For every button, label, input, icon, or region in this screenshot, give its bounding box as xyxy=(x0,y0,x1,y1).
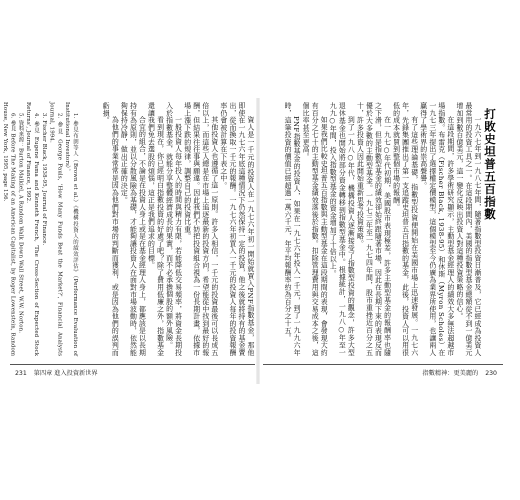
left-body-text xyxy=(82,102,254,356)
endnote: 1. 參見布朗等人（Brown et al.）《機構投資人的績效評估》（Performance Evaluation of Institutional Investors）。 xyxy=(64,102,78,356)
paragraph: 看到現在，你已經明白指數投資的好處了吧？除了費用低廉之外，指數基金還讓我們免去選股的煩惱，這正是我們追求的目標。 xyxy=(146,102,164,356)
paragraph: 為他們的事業常常是因為他們對市場的判斷而獲利，或是因為他們的誤判而虧損。 xyxy=(101,102,119,356)
right-body-text xyxy=(265,102,481,356)
footer-rule xyxy=(10,364,255,365)
paragraph: 一般投資人每年投入的時間與精力有限，若能降低交易頻率，將資金長期投入於指數基金，就能分享整體經濟成長的果實，而不必承擔個股的額外風險。 xyxy=(164,102,182,356)
left-page xyxy=(1,102,255,380)
endnote: 4. 參見 Eugene Fama and Kenneth French, 'The Cross-Section of Expected Stock Returns', Journal of Finance, 1992. xyxy=(25,102,40,356)
paragraph: 到了一九八○年代，機構投資人逐漸接受了指數型投資的觀念，許多大型退休基金也開始將部分資金轉移到指數型基金中。根據統計，一九八○年至一九九○年間，投入指數型基金的資金增加了十倍以上。 xyxy=(328,102,355,356)
book-gutter xyxy=(256,98,260,384)
paragraph: 合宜的組合，不論是在投資人身上或是在基金經理人身上，都應該是以長期持有為原則，並以分散風險為基礎，才能夠讓投資人在面對市場波動時，依然能夠保持冷靜，做出正確的決定。 xyxy=(119,102,146,356)
endnotes xyxy=(1,102,78,356)
running-head: 第四章 進入投資新世界 xyxy=(33,370,98,377)
running-head: 指數精神：更美麗的 xyxy=(422,370,479,377)
paragraph: 在一九七○年代初期，美國股市表現極差，許多主動型基金的報酬率也隨之下滑，但是指數型基金的績效卻始終跟隨著市場，因此在長期下來的表現反而優於大多數的主動型基金。一九七三年至一九七四年間，股市重挫近百分之五十，許多投資人因此開始重新思考投資策略。 xyxy=(355,102,391,356)
endnote: 2. 參見 George Pauls, 'How Many Funds Beat the Market?', Financial Analysts Journal, 1994. xyxy=(48,102,63,356)
page-number: 231 xyxy=(15,370,27,377)
paragraph: 在這段期間，許多學術研究顯示，主動型基金經理人的績效大多無法超越市場指數。布雷克（Fischer Black, 1938-95）和休斯（Myron Scholes）在一九七三年提出了選擇權定價模型，這個模型至今仍廣為業界所使用，也讓兩人贏得了學術界的崇高聲譽。 xyxy=(418,102,454,356)
page-number: 230 xyxy=(485,370,497,377)
paragraph: 其他投資人也遵循了這一原則。許多人相信，一千元的投資最後可以長成五倍以上，而這些人總是在市場上追逐最新的投資方向，希望能從中找到最好的報酬，但結果往往事與願違。因此我們不妨把投資組合視為一份長期計畫，依據市場上漲下跌的規律，調整自己的投資比重。 xyxy=(182,102,218,356)
endnote: 5. 資料來源：Burton Malkiel, A Random Walk Down Wall Street, W.W. Norton. xyxy=(17,112,24,333)
right-folio xyxy=(423,368,502,377)
endnote: 3. Fischer Black, 1938-95, Journal of Finance. xyxy=(40,112,47,246)
paragraph: 有了這些理論基礎，指數型投資便開始在美國市場上迅速發展。一九七六年，先鋒集團推出了第一支追蹤史坦普五百指數的基金，此後，投資人可以用很低的成本就買到整個市場的報酬。 xyxy=(391,102,418,356)
footer-rule xyxy=(263,364,503,365)
paragraph: 一九六七年到一九八七年間，隨著指數型投資日漸普及，它已經成為投資人最常用的投資工具之一。在這段期間內，美國的指數型基金總額從不到一億美元增加到數百億美元，這一變化反映出投資人對這種投資策略的信心。 xyxy=(454,102,481,356)
section-title: 打敗史坦普五百指數 xyxy=(483,108,497,221)
endnote: 6. 參見 Before The Making of an American Capitalist, by Roger Lowenstein, Random House, New York, 1995, page 156. xyxy=(1,102,16,356)
paragraph: PNF指數基金的投資人，如果在一九七六年投入一千元，到了一九九六年時，這筆投資的價值已經超過一萬六千元，年平均報酬率約為百分之十五。 xyxy=(283,102,301,356)
right-page xyxy=(263,102,508,380)
paragraph: 資人是一千元的投資人在一九七六年初一開始就買入PNF指數基金，那他即使在一九七六年底這種情況下仍然保持一定的投資，他之後就將持有的基金賣出，從而換取一千元的報酬。一九七六年初買入一千元的投資人每年的投資報酬率仍會被計算在下表之中。 xyxy=(218,102,254,356)
left-folio xyxy=(10,368,98,377)
paragraph: 如果我們比較史坦普五百指數與主動型基金在這段期間的表現，會發現大約有百分之七十的主動型基金績效落後於指數。扣除管理費用與交易成本之後，這個比率甚至更高。 xyxy=(301,102,328,356)
